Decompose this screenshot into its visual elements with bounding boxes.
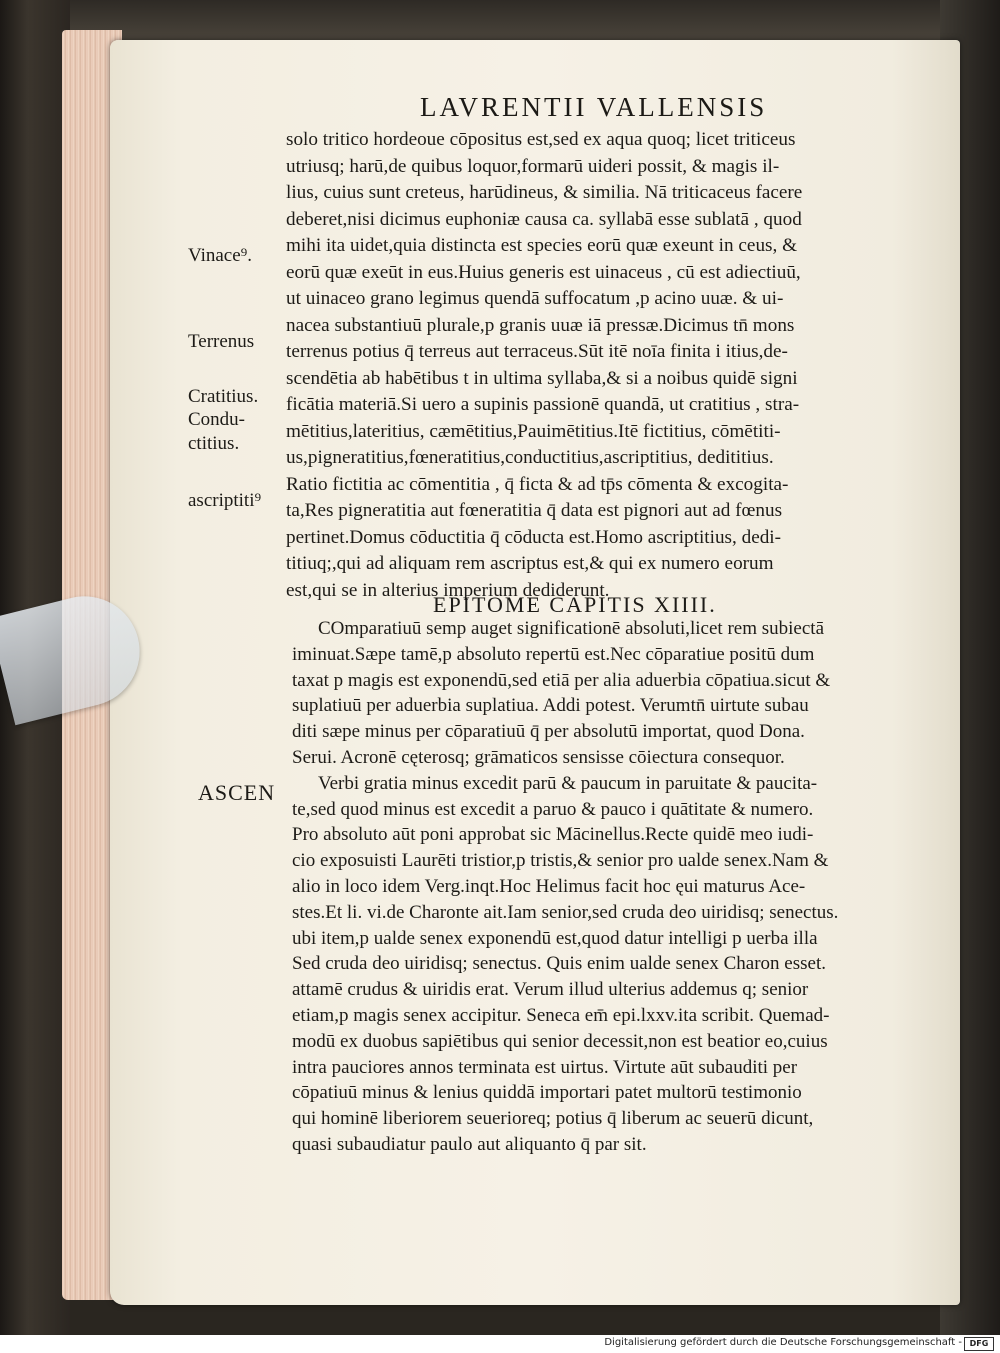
text-line: taxat p magis est exponendū,sed etiā per alia aduerbia cōpatiua.sicut & bbox=[292, 669, 831, 691]
text-line: solo tritico hordeoue cōpositus est,sed ex aqua quoq; licet triticeus bbox=[286, 129, 796, 150]
text-line: est,qui se in alterius imperium dediderunt. bbox=[286, 579, 610, 601]
text-line: Ratio fictitia ac cōmentitia , q̄ ficta & ad tp̄s cōmenta & excogita- bbox=[286, 473, 789, 495]
epitome-heading: EPITOME CAPITIS XIIII. bbox=[433, 592, 717, 617]
text-line: mētitius,lateritius, cæmētitius,Pauimētitius.Itē fictitius, cōmētiti- bbox=[286, 420, 781, 442]
text-line: pertinet.Domus cōductitia q̄ cōducta est.Homo ascriptitius, dedi- bbox=[286, 526, 782, 548]
text-line: eorū quæ exeūt in eus.Huius generis est uinaceus , cū est adiectiuū, bbox=[286, 261, 801, 283]
margin-note-ascen: ASCEN bbox=[198, 780, 276, 805]
text-line: intra pauciores annos terminata est uirtus. Virtute aūt subauditi per bbox=[292, 1056, 798, 1078]
text-line: nacea substantiuū plurale,p granis uuæ iā pressæ.Dicimus tn̄ mons bbox=[286, 314, 795, 336]
margin-note-conductitius-2: ctitius. bbox=[188, 433, 240, 454]
running-header: LAVRENTII VALLENSIS bbox=[420, 92, 768, 122]
text-line: titiuq;,qui ad aliquam rem ascriptus est,& qui ex numero eorum bbox=[286, 553, 774, 574]
text-line: stes.Et li. vi.de Charonte ait.Iam senior,sed cruda deo uiridisq; senectus. bbox=[292, 901, 839, 923]
text-line: cio exposuisti Laurēti tristior,p tristis,& senior pro ualde senex.Nam & bbox=[292, 850, 829, 872]
margin-note-ascriptitius: ascriptiti⁹ bbox=[188, 490, 262, 511]
text-line: scendētia ab habētibus t in ultima syllaba,& si a noibus quidē signi bbox=[286, 367, 798, 389]
text-line: lius, cuius sunt creteus, harūdineus, & similia. Nā triticaceus facere bbox=[286, 182, 803, 203]
margin-note-conductitius-1: Condu‑ bbox=[188, 409, 245, 430]
text-line: cōpatiuū minus & lenius quiddā importari patet multorū testimonio bbox=[292, 1082, 802, 1104]
text-line: suplatiuū per aduerbia suplatiua. Addi potest. Verumtn̄ uirtute subau bbox=[292, 695, 809, 717]
text-line: terrenus potius q̄ terreus aut terraceus.Sūt itē noīa finita i itius,de- bbox=[286, 341, 788, 362]
text-line: iminuat.Sæpe tamē,p absoluto repertū est.Nec cōparatiue positū dum bbox=[292, 643, 815, 665]
text-line: utriusq; harū,de quibus loquor,formarū uideri possit, & magis il- bbox=[286, 155, 780, 177]
text-line: Pro absoluto aūt poni approbat sic Mācinellus.Recte quidē meo iudi- bbox=[292, 824, 814, 846]
footer-bar bbox=[0, 1335, 1000, 1353]
text-line: ut uinaceo grano legimus quendā suffocatum ,p acino uuæ. & ui- bbox=[286, 288, 784, 309]
margin-note-terrenus: Terrenus bbox=[188, 331, 255, 352]
text-line: Serui. Acronē cęterosq; grāmaticos sensisse cōiectura consequor. bbox=[292, 746, 785, 768]
dfg-logo: DFG bbox=[964, 1337, 994, 1351]
text-line: Verbi gratia minus excedit parū & paucum in paruitate & paucita- bbox=[318, 772, 818, 794]
margin-note-cratitius: Cratitius. bbox=[188, 386, 259, 407]
text-line: ficātia materiā.Si uero a supinis passionē quandā, ut cratitius , stra- bbox=[286, 394, 800, 415]
book-cover-top bbox=[0, 0, 1000, 40]
text-line: te,sed quod minus est excedit a paruo & pauco i quātitate & numero. bbox=[292, 798, 814, 820]
paragraph-2 bbox=[292, 616, 932, 1158]
text-line: Sed cruda deo uiridisq; senectus. Quis enim ualde senex Charon esset. bbox=[292, 953, 826, 975]
text-line: deberet,nisi dicimus euphoniæ causa ca. syllabā esse sublatā , quod bbox=[286, 208, 802, 230]
text-line: etiam,p magis senex accipitur. Seneca em̄ epi.lxxv.ita scribit. Quemad- bbox=[292, 1004, 830, 1026]
text-line: COmparatiuū semp auget significationē absoluti,licet rem subiectā bbox=[318, 618, 824, 639]
text-line: modū ex duobus sapiētibus qui senior decessit,non est beatior eo,cuius bbox=[292, 1030, 828, 1052]
text-line: us,pigneratitius,fœneratitius,conductitius,ascriptitius, dedititius. bbox=[286, 447, 774, 468]
funding-credit: Digitalisierung gefördert durch die Deutsche Forschungsgemeinschaft - bbox=[604, 1337, 962, 1348]
text-line: quasi subaudiatur paulo aut aliquanto q̄ par sit. bbox=[292, 1133, 647, 1155]
text-line: ta,Res pigneratitia aut fœneratitia q̄ data est pignori aut ad fœnus bbox=[286, 500, 783, 521]
text-line: alio in loco idem Verg.inqt.Hoc Helimus facit hoc ęui maturus Ace- bbox=[292, 875, 806, 897]
text-line: qui hominē liberiorem seuerioreq; potius q̄ liberum ac seuerū dicunt, bbox=[292, 1108, 814, 1130]
text-line: diti sæpe minus per cōparatiuū q̄ per absolutū importat, quod Dona. bbox=[292, 721, 805, 743]
text-line: attamē crudus & uiridis erat. Verum illud ulterius addemus q; senior bbox=[292, 979, 809, 1001]
text-line: ubi item,p ualde senex exponendū est,quod datur intelligi p uerba illa bbox=[292, 927, 818, 949]
margin-note-vinaceus: Vinace⁹. bbox=[188, 245, 253, 266]
paragraph-1 bbox=[286, 127, 928, 604]
text-line: mihi ita uidet,quia distincta est species eorū quæ exeunt in ceus, & bbox=[286, 235, 798, 256]
